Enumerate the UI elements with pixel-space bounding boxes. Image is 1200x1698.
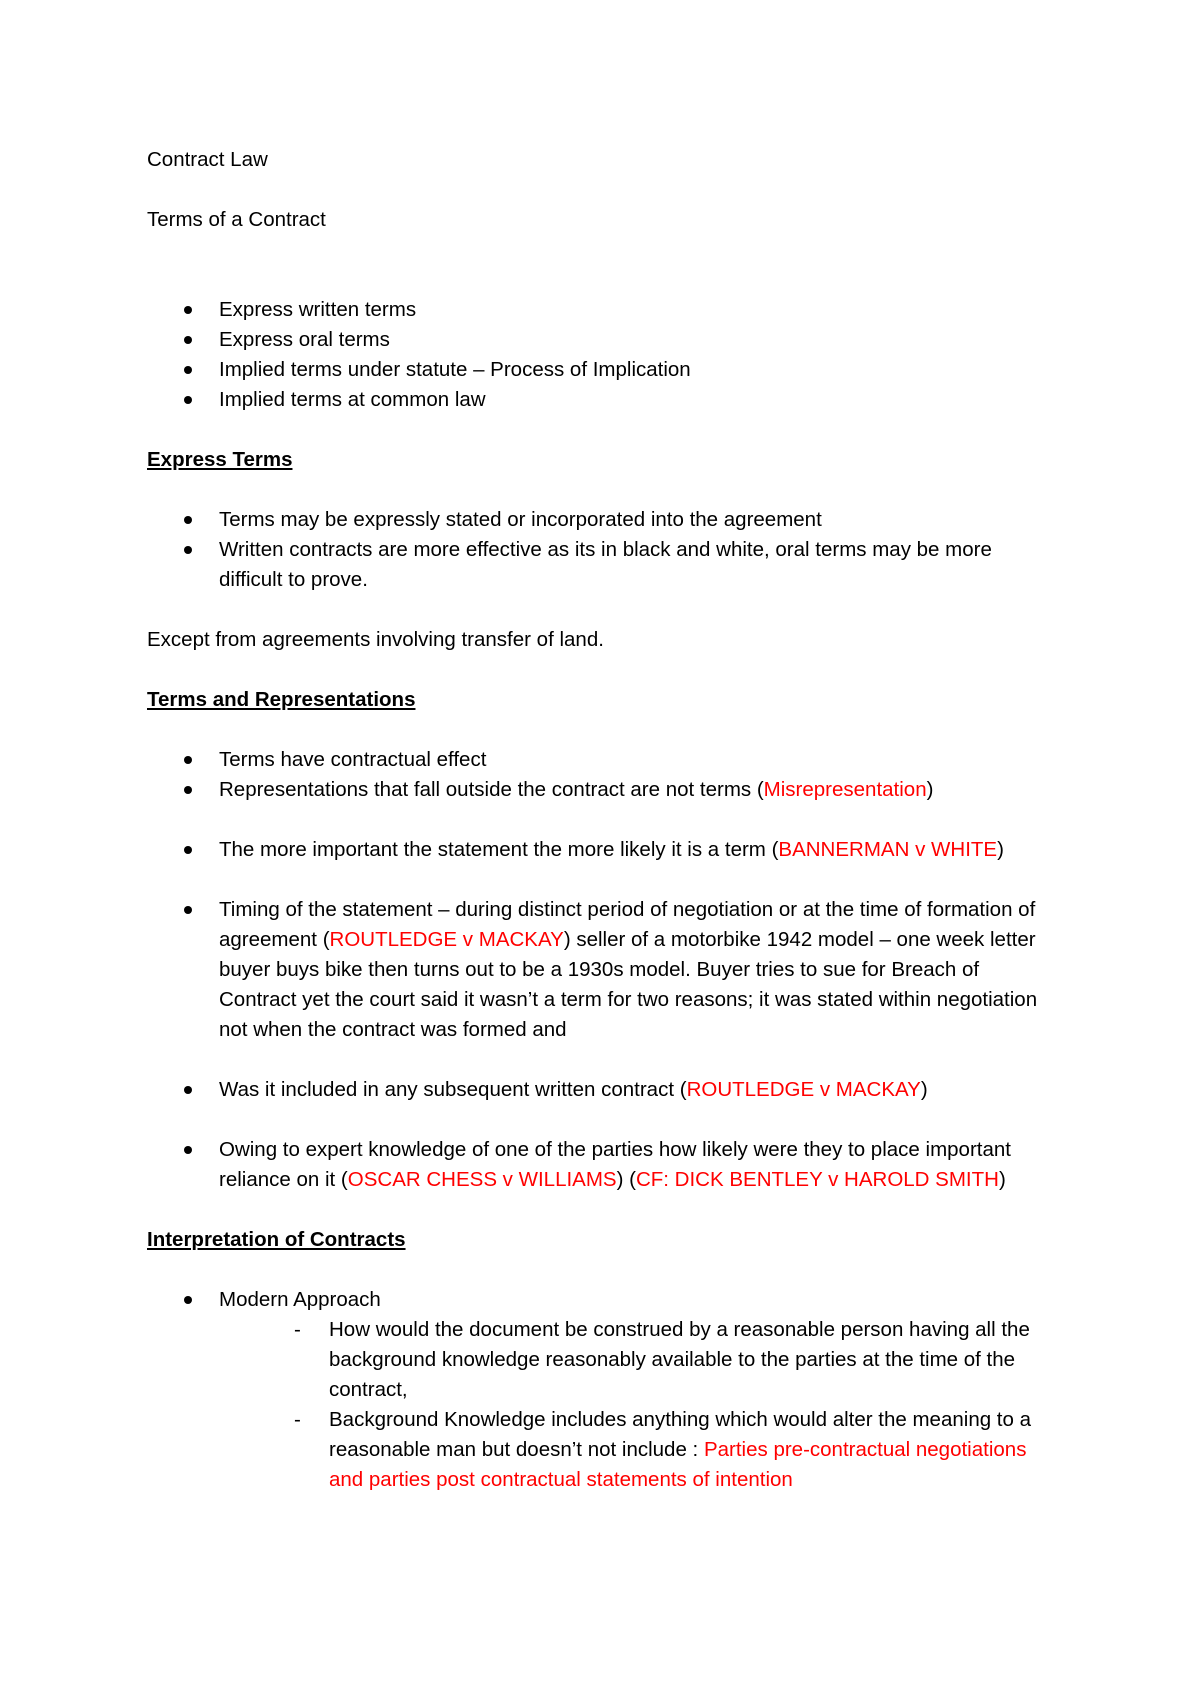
dash-icon: -: [294, 1408, 301, 1431]
bullet-icon: [184, 396, 192, 404]
express-terms-heading: Express Terms: [147, 448, 293, 471]
list-item: - Background Knowledge includes anything which would alter the meaning to a reasonable man but doesn’t not include : Parties pre-contractual negotiations and parties post contractual statements of intention: [147, 1405, 1060, 1495]
list-item: Timing of the statement – during distinct period of negotiation or at the time of formation of agreement (ROUTLEDGE v MACKAY) seller of a motorbike 1942 model – one week letter buyer buys bike then turns out to be a 1930s model. Buyer tries to sue for Breach of Contract yet the court said it wasn’t a term for two reasons; it was stated within negotiation not when the contract was formed and: [147, 895, 1060, 1045]
bullet-icon: [184, 1146, 192, 1154]
dash-icon: -: [294, 1318, 301, 1341]
bullet-icon: [184, 846, 192, 854]
bullet-icon: [184, 366, 192, 374]
list-item: Express written terms: [147, 295, 1060, 325]
list-item: Terms may be expressly stated or incorporated into the agreement: [147, 505, 1060, 535]
list-item: Modern Approach: [147, 1285, 1060, 1315]
case-reference: OSCAR CHESS v WILLIAMS: [347, 1168, 617, 1191]
list-item: - How would the document be construed by a reasonable person having all the background knowledge reasonably available to the parties at the time of the contract,: [147, 1315, 1060, 1405]
list-item: Implied terms at common law: [147, 385, 1060, 415]
bullet-icon: [184, 306, 192, 314]
list-item: Written contracts are more effective as its in black and white, oral terms may be more difficult to prove.: [147, 535, 1060, 595]
interpretation-sublist: [147, 1315, 1060, 1495]
list-item: Express oral terms: [147, 325, 1060, 355]
terms-representations-heading: Terms and Representations: [147, 688, 416, 711]
bullet-icon: [184, 1086, 192, 1094]
bullet-icon: [184, 336, 192, 344]
list-item: Was it included in any subsequent written contract (ROUTLEDGE v MACKAY): [147, 1075, 1060, 1105]
representations-list: [147, 745, 1060, 1195]
interpretation-heading: Interpretation of Contracts: [147, 1228, 406, 1251]
list-item: Implied terms under statute – Process of Implication: [147, 355, 1060, 385]
document-title: Contract Law: [147, 148, 268, 171]
bullet-icon: [184, 516, 192, 524]
bullet-icon: [184, 1296, 192, 1304]
case-reference: ROUTLEDGE v MACKAY: [329, 928, 564, 951]
document-subtitle: Terms of a Contract: [147, 208, 326, 231]
highlighted-text: Parties pre-contractual negotiations and parties post contractual statements of intention: [329, 1438, 1027, 1491]
case-reference: ROUTLEDGE v MACKAY: [686, 1078, 921, 1101]
list-item: Owing to expert knowledge of one of the parties how likely were they to place important reliance on it (OSCAR CHESS v WILLIAMS) (CF: DICK BENTLEY v HAROLD SMITH): [147, 1135, 1060, 1195]
bullet-icon: [184, 756, 192, 764]
bullet-icon: [184, 546, 192, 554]
case-reference: BANNERMAN v WHITE: [778, 838, 998, 861]
list-item: The more important the statement the more likely it is a term (BANNERMAN v WHITE): [147, 835, 1060, 865]
case-reference: Misrepresentation: [763, 778, 927, 801]
interpretation-list: [147, 1285, 1060, 1315]
case-reference: CF: DICK BENTLEY v HAROLD SMITH: [635, 1168, 999, 1191]
express-terms-note: Except from agreements involving transfer of land.: [147, 628, 604, 651]
bullet-icon: [184, 786, 192, 794]
list-item: Representations that fall outside the contract are not terms (Misrepresentation): [147, 775, 1060, 805]
list-item: Terms have contractual effect: [147, 745, 1060, 775]
bullet-icon: [184, 906, 192, 914]
express-terms-list: [147, 505, 1060, 595]
intro-bullet-list: [147, 295, 1060, 415]
